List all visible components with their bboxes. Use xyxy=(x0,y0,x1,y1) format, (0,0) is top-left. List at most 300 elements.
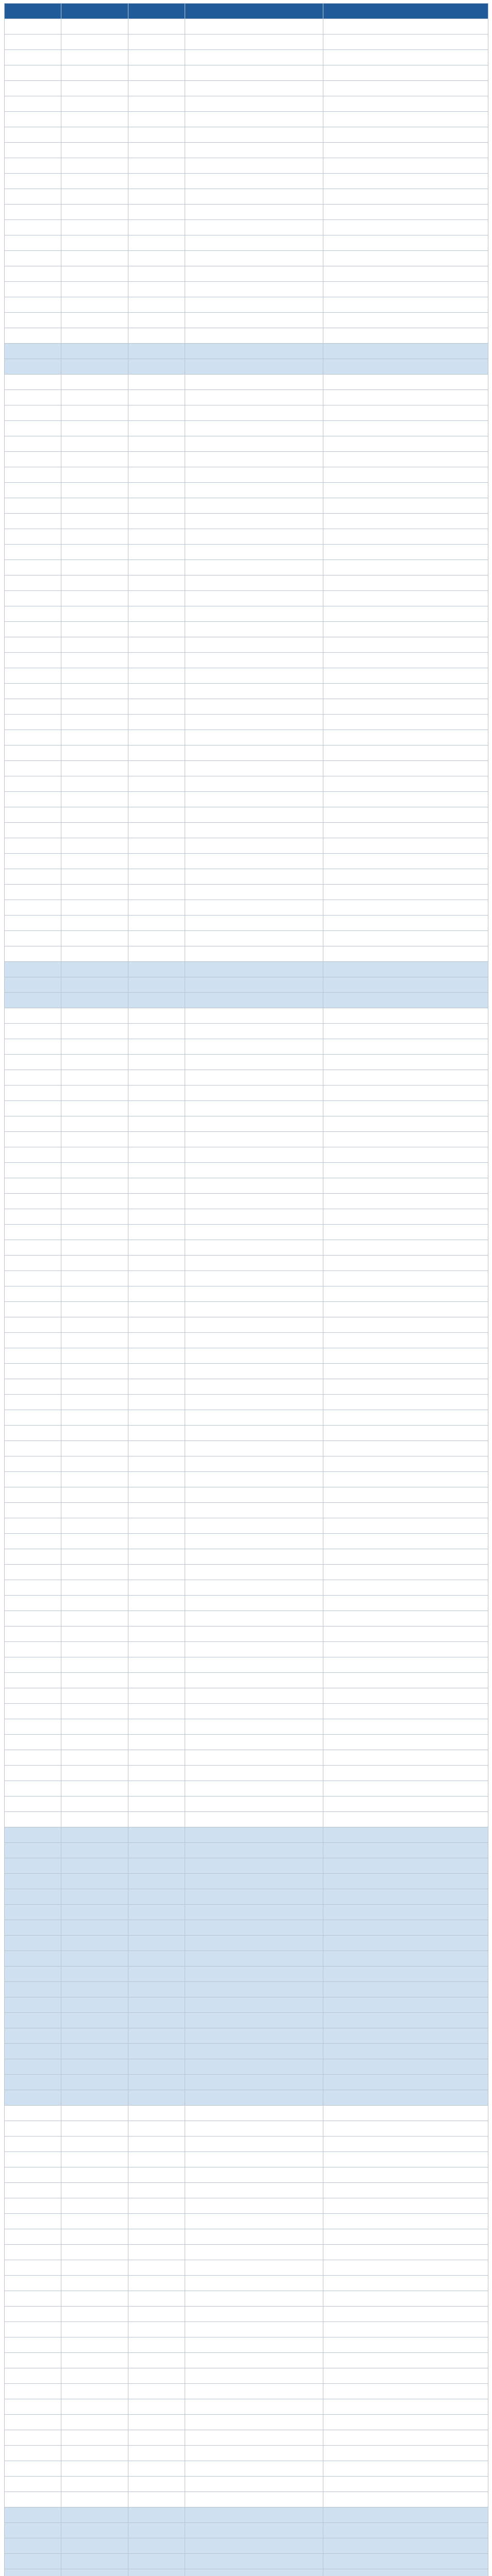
table-cell xyxy=(128,1472,185,1487)
table-cell xyxy=(323,1240,488,1256)
table-row xyxy=(5,1766,488,1781)
table-cell xyxy=(61,19,128,35)
table-cell xyxy=(185,1426,323,1441)
table-cell xyxy=(128,483,185,498)
table-cell xyxy=(5,2538,61,2554)
table-cell xyxy=(128,1456,185,1472)
table-cell xyxy=(5,1364,61,1379)
table-cell xyxy=(61,220,128,235)
table-cell xyxy=(128,931,185,946)
table-cell xyxy=(128,266,185,282)
table-row xyxy=(5,2291,488,2307)
table-row xyxy=(5,730,488,745)
table-cell xyxy=(5,1642,61,1657)
table-cell xyxy=(323,1286,488,1302)
table-cell xyxy=(61,1086,128,1101)
table-row xyxy=(5,1858,488,1874)
table-cell xyxy=(185,2554,323,2569)
table-cell xyxy=(5,761,61,776)
table-cell xyxy=(5,436,61,452)
table-cell xyxy=(128,282,185,297)
table-cell xyxy=(323,2028,488,2044)
table-cell xyxy=(185,1271,323,1286)
table-cell xyxy=(323,2137,488,2152)
table-row xyxy=(5,869,488,885)
table-cell xyxy=(5,1209,61,1225)
table-cell xyxy=(185,885,323,900)
table-cell xyxy=(185,606,323,622)
table-cell xyxy=(61,143,128,158)
table-cell xyxy=(323,1039,488,1055)
table-cell xyxy=(323,823,488,838)
table-cell xyxy=(128,1256,185,1271)
table-row xyxy=(5,220,488,235)
table-row xyxy=(5,483,488,498)
table-cell xyxy=(323,205,488,220)
table-cell xyxy=(185,2229,323,2245)
table-cell xyxy=(5,1827,61,1843)
table-cell xyxy=(5,1673,61,1688)
table-cell xyxy=(185,1858,323,1874)
table-cell xyxy=(128,1039,185,1055)
table-cell xyxy=(128,2214,185,2229)
table-cell xyxy=(185,637,323,653)
table-cell xyxy=(323,1843,488,1858)
table-cell xyxy=(185,1735,323,1750)
table-cell xyxy=(128,2446,185,2461)
table-cell xyxy=(128,1657,185,1673)
table-cell xyxy=(5,2028,61,2044)
table-cell xyxy=(128,2059,185,2075)
table-cell xyxy=(5,1070,61,1086)
table-cell xyxy=(61,2507,128,2523)
table-cell xyxy=(61,761,128,776)
table-cell xyxy=(5,1982,61,1997)
table-cell xyxy=(128,1534,185,1549)
table-cell xyxy=(323,1070,488,1086)
table-cell xyxy=(128,1797,185,1812)
table-cell xyxy=(61,2291,128,2307)
table-cell xyxy=(61,2384,128,2399)
table-cell xyxy=(61,2523,128,2538)
table-cell xyxy=(185,1472,323,1487)
table-cell xyxy=(185,1163,323,1178)
table-row xyxy=(5,1472,488,1487)
table-row xyxy=(5,977,488,993)
table-cell xyxy=(61,1132,128,1147)
table-cell xyxy=(323,1719,488,1735)
table-cell xyxy=(5,81,61,96)
table-cell xyxy=(323,313,488,328)
table-cell xyxy=(185,2430,323,2446)
table-cell xyxy=(128,1781,185,1797)
table-cell xyxy=(323,1441,488,1456)
table-cell xyxy=(185,761,323,776)
table-cell xyxy=(185,452,323,467)
table-cell xyxy=(5,1379,61,1395)
table-cell xyxy=(128,1719,185,1735)
table-cell xyxy=(61,2075,128,2090)
table-cell xyxy=(323,35,488,50)
table-row xyxy=(5,1271,488,1286)
table-cell xyxy=(128,1410,185,1426)
table-cell xyxy=(323,112,488,127)
table-cell xyxy=(5,1657,61,1673)
table-cell xyxy=(5,1565,61,1580)
table-cell xyxy=(128,1426,185,1441)
table-cell xyxy=(5,2430,61,2446)
table-cell xyxy=(185,1967,323,1982)
table-cell xyxy=(5,1719,61,1735)
table-cell xyxy=(323,2337,488,2353)
header-row xyxy=(5,4,488,19)
table-cell xyxy=(5,916,61,931)
table-row xyxy=(5,375,488,390)
table-cell xyxy=(128,19,185,35)
table-row xyxy=(5,2137,488,2152)
table-cell xyxy=(185,1951,323,1967)
table-cell xyxy=(323,1750,488,1766)
table-cell xyxy=(323,1333,488,1348)
table-row xyxy=(5,637,488,653)
table-cell xyxy=(323,2075,488,2090)
table-cell xyxy=(61,869,128,885)
table-cell xyxy=(5,467,61,483)
table-row xyxy=(5,297,488,313)
table-cell xyxy=(5,112,61,127)
table-row xyxy=(5,2183,488,2198)
table-cell xyxy=(128,1626,185,1642)
table-cell xyxy=(128,1750,185,1766)
table-cell xyxy=(5,2276,61,2291)
table-cell xyxy=(323,1657,488,1673)
table-cell xyxy=(128,668,185,684)
table-cell xyxy=(128,375,185,390)
table-cell xyxy=(5,684,61,699)
table-cell xyxy=(128,1286,185,1302)
table-cell xyxy=(61,1797,128,1812)
table-cell xyxy=(5,885,61,900)
table-row xyxy=(5,1642,488,1657)
table-cell xyxy=(61,575,128,591)
table-cell xyxy=(323,792,488,807)
table-cell xyxy=(185,189,323,205)
table-cell xyxy=(185,127,323,143)
table-cell xyxy=(128,761,185,776)
table-cell xyxy=(128,2322,185,2337)
table-row xyxy=(5,158,488,174)
table-cell xyxy=(5,2446,61,2461)
table-cell xyxy=(5,1441,61,1456)
table-cell xyxy=(185,1379,323,1395)
table-cell xyxy=(323,189,488,205)
table-row xyxy=(5,1132,488,1147)
table-cell xyxy=(61,622,128,637)
table-cell xyxy=(323,622,488,637)
table-cell xyxy=(185,993,323,1008)
table-cell xyxy=(5,622,61,637)
table-cell xyxy=(323,158,488,174)
table-cell xyxy=(323,2183,488,2198)
table-cell xyxy=(61,2044,128,2059)
table-row xyxy=(5,96,488,112)
table-cell xyxy=(5,96,61,112)
table-cell xyxy=(61,1194,128,1209)
table-cell xyxy=(61,2368,128,2384)
table-row xyxy=(5,529,488,545)
table-cell xyxy=(128,545,185,560)
table-cell xyxy=(185,1580,323,1596)
table-cell xyxy=(128,359,185,375)
table-row xyxy=(5,452,488,467)
table-cell xyxy=(185,2013,323,2028)
table-cell xyxy=(185,776,323,792)
table-row xyxy=(5,715,488,730)
table-cell xyxy=(61,776,128,792)
table-cell xyxy=(128,1673,185,1688)
table-cell xyxy=(61,1379,128,1395)
table-cell xyxy=(61,1503,128,1518)
table-cell xyxy=(5,2415,61,2430)
table-row xyxy=(5,1596,488,1611)
table-cell xyxy=(5,730,61,745)
table-row xyxy=(5,1673,488,1688)
table-cell xyxy=(185,81,323,96)
table-cell xyxy=(323,143,488,158)
table-cell xyxy=(128,1395,185,1410)
table-cell xyxy=(128,2477,185,2492)
table-cell xyxy=(5,2384,61,2399)
table-cell xyxy=(128,2152,185,2167)
table-row xyxy=(5,174,488,189)
table-cell xyxy=(323,405,488,421)
table-cell xyxy=(5,529,61,545)
table-row xyxy=(5,1333,488,1348)
table-cell xyxy=(128,1565,185,1580)
table-cell xyxy=(5,2307,61,2322)
table-cell xyxy=(323,916,488,931)
table-cell xyxy=(323,452,488,467)
table-cell xyxy=(323,1936,488,1951)
table-cell xyxy=(185,2183,323,2198)
table-cell xyxy=(185,2461,323,2477)
table-cell xyxy=(128,1147,185,1163)
table-cell xyxy=(128,993,185,1008)
table-row xyxy=(5,776,488,792)
table-cell xyxy=(61,2554,128,2569)
table-cell xyxy=(128,2013,185,2028)
table-cell xyxy=(61,1024,128,1039)
table-cell xyxy=(5,1008,61,1024)
table-cell xyxy=(323,668,488,684)
table-cell xyxy=(323,50,488,65)
table-cell xyxy=(61,158,128,174)
table-cell xyxy=(128,1364,185,1379)
table-cell xyxy=(128,916,185,931)
table-cell xyxy=(185,1688,323,1704)
table-cell xyxy=(61,2059,128,2075)
table-cell xyxy=(61,467,128,483)
table-cell xyxy=(61,2137,128,2152)
table-cell xyxy=(185,1333,323,1348)
table-cell xyxy=(128,2106,185,2121)
table-cell xyxy=(61,2198,128,2214)
table-cell xyxy=(5,838,61,854)
table-cell xyxy=(185,65,323,81)
table-cell xyxy=(323,1178,488,1194)
table-cell xyxy=(61,1549,128,1565)
table-cell xyxy=(323,699,488,715)
table-cell xyxy=(128,1611,185,1626)
table-cell xyxy=(61,1209,128,1225)
table-cell xyxy=(128,1225,185,1240)
table-row xyxy=(5,2198,488,2214)
table-cell xyxy=(185,1936,323,1951)
table-cell xyxy=(61,483,128,498)
table-cell xyxy=(61,529,128,545)
table-row xyxy=(5,823,488,838)
table-cell xyxy=(185,1982,323,1997)
table-cell xyxy=(128,35,185,50)
table-cell xyxy=(128,2554,185,2569)
table-cell xyxy=(323,2090,488,2106)
table-row xyxy=(5,606,488,622)
table-cell xyxy=(5,1766,61,1781)
table-cell xyxy=(128,1518,185,1534)
table-cell xyxy=(128,2507,185,2523)
table-cell xyxy=(323,2507,488,2523)
table-cell xyxy=(323,1549,488,1565)
table-row xyxy=(5,467,488,483)
table-cell xyxy=(61,2028,128,2044)
table-cell xyxy=(323,1472,488,1487)
table-cell xyxy=(61,205,128,220)
table-cell xyxy=(61,96,128,112)
table-cell xyxy=(5,2245,61,2260)
table-cell xyxy=(185,1008,323,1024)
table-row xyxy=(5,1827,488,1843)
table-cell xyxy=(323,2538,488,2554)
table-cell xyxy=(5,807,61,823)
table-cell xyxy=(128,1704,185,1719)
table-cell xyxy=(61,251,128,266)
table-row xyxy=(5,1951,488,1967)
table-cell xyxy=(5,2044,61,2059)
table-cell xyxy=(185,436,323,452)
table-row xyxy=(5,1565,488,1580)
table-cell xyxy=(128,2198,185,2214)
table-cell xyxy=(61,1240,128,1256)
table-cell xyxy=(128,1441,185,1456)
table-cell xyxy=(185,112,323,127)
table-cell xyxy=(5,1503,61,1518)
table-cell xyxy=(5,1534,61,1549)
table-cell xyxy=(5,1797,61,1812)
table-cell xyxy=(185,2152,323,2167)
table-cell xyxy=(185,1518,323,1534)
table-cell xyxy=(185,2477,323,2492)
table-cell xyxy=(61,1426,128,1441)
table-cell xyxy=(61,1843,128,1858)
table-cell xyxy=(61,65,128,81)
table-cell xyxy=(185,1132,323,1147)
table-cell xyxy=(185,575,323,591)
table-row xyxy=(5,745,488,761)
table-cell xyxy=(323,545,488,560)
table-cell xyxy=(323,1858,488,1874)
table-cell xyxy=(128,1086,185,1101)
table-cell xyxy=(61,1518,128,1534)
table-cell xyxy=(5,1086,61,1101)
table-cell xyxy=(128,1827,185,1843)
table-cell xyxy=(5,282,61,297)
table-row xyxy=(5,1518,488,1534)
table-row xyxy=(5,1982,488,1997)
table-row xyxy=(5,2399,488,2415)
table-cell xyxy=(128,792,185,807)
table-row xyxy=(5,344,488,359)
table-cell xyxy=(323,375,488,390)
table-cell xyxy=(323,1379,488,1395)
table-cell xyxy=(323,900,488,916)
table-cell xyxy=(5,35,61,50)
table-cell xyxy=(185,2106,323,2121)
table-cell xyxy=(128,1024,185,1039)
table-cell xyxy=(185,2368,323,2384)
table-cell xyxy=(5,1271,61,1286)
table-cell xyxy=(128,1812,185,1827)
table-cell xyxy=(128,1271,185,1286)
table-cell xyxy=(128,235,185,251)
table-cell xyxy=(5,127,61,143)
table-row xyxy=(5,900,488,916)
table-cell xyxy=(185,545,323,560)
table-cell xyxy=(5,50,61,65)
table-cell xyxy=(5,2477,61,2492)
table-row xyxy=(5,19,488,35)
table-row xyxy=(5,2307,488,2322)
table-row xyxy=(5,2028,488,2044)
table-cell xyxy=(128,1997,185,2013)
table-cell xyxy=(323,1781,488,1797)
table-row xyxy=(5,792,488,807)
table-cell xyxy=(323,2399,488,2415)
table-cell xyxy=(5,2337,61,2353)
table-cell xyxy=(323,885,488,900)
table-cell xyxy=(185,807,323,823)
table-cell xyxy=(5,2229,61,2245)
table-cell xyxy=(185,1997,323,2013)
table-cell xyxy=(61,2214,128,2229)
table-cell xyxy=(323,1920,488,1936)
table-cell xyxy=(185,359,323,375)
table-cell xyxy=(61,282,128,297)
table-cell xyxy=(323,467,488,483)
table-cell xyxy=(61,1967,128,1982)
table-cell xyxy=(128,452,185,467)
table-cell xyxy=(323,251,488,266)
table-cell xyxy=(61,405,128,421)
table-cell xyxy=(61,1395,128,1410)
table-cell xyxy=(185,483,323,498)
table-cell xyxy=(5,19,61,35)
table-cell xyxy=(323,65,488,81)
table-cell xyxy=(61,2106,128,2121)
table-cell xyxy=(5,1549,61,1565)
table-cell xyxy=(5,668,61,684)
table-cell xyxy=(185,591,323,606)
table-cell xyxy=(5,2322,61,2337)
